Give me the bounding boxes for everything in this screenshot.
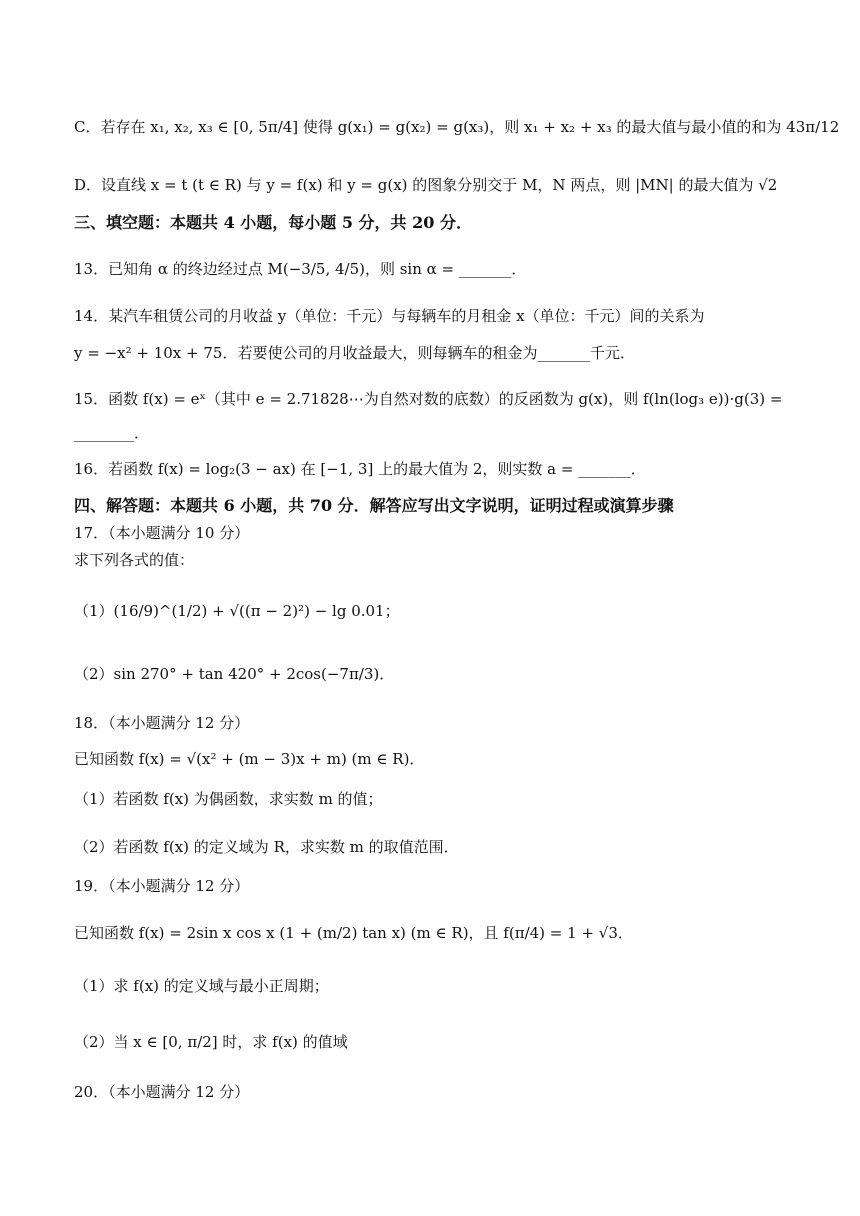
section-3-heading: 三、填空题：本题共 4 小题，每小题 5 分，共 20 分． — [74, 213, 472, 232]
section-4-heading: 四、解答题：本题共 6 小题，共 70 分．解答应写出文字说明，证明过程或演算步骤 — [74, 496, 674, 515]
question-13: 13．已知角 α 的终边经过点 M(−3/5, 4/5)，则 sin α = _______． — [74, 260, 527, 278]
line-option-c: C．若存在 x₁, x₂, x₃ ∈ [0, 5π/4] 使得 g(x₁) = g(x₂) = g(x₃)，则 x₁ + x₂ + x₃ 的最大值与最小值的和为 43π/12 — [74, 118, 840, 136]
question-19-stem: 已知函数 f(x) = 2sin x cos x (1 + (m/2) tan x) (m ∈ R)，且 f(π/4) = 1 + √3． — [74, 924, 633, 942]
question-17-part-2: （2）sin 270° + tan 420° + 2cos(−7π/3)． — [74, 665, 395, 683]
question-15-line-2: ________． — [74, 424, 150, 442]
question-15-line-1: 15．函数 f(x) = eˣ（其中 e = 2.71828⋯为自然对数的底数）的反函数为 g(x)，则 f(ln(log₃ e))·g(3) = — [74, 390, 783, 408]
question-14-line-2: y = −x² + 10x + 75．若要使公司的月收益最大，则每辆车的租金为_______千元． — [74, 344, 635, 362]
question-19-part-1: （1）求 f(x) 的定义域与最小正周期； — [74, 977, 329, 995]
question-17-part-1: （1）(16/9)^(1/2) + √((π − 2)²) − lg 0.01； — [74, 602, 400, 620]
question-18-header: 18．（本小题满分 12 分） — [74, 714, 250, 732]
question-20-header: 20．（本小题满分 12 分） — [74, 1083, 250, 1101]
question-14-line-1: 14．某汽车租赁公司的月收益 y（单位：千元）与每辆车的月租金 x（单位：千元）间的关系为 — [74, 307, 705, 325]
question-19-header: 19．（本小题满分 12 分） — [74, 877, 250, 895]
question-18-part-2: （2）若函数 f(x) 的定义域为 R，求实数 m 的取值范围． — [74, 838, 459, 856]
question-17-instruction: 求下列各式的值： — [74, 551, 195, 569]
line-option-d: D．设直线 x = t (t ∈ R) 与 y = f(x) 和 y = g(x) 的图象分别交于 M，N 两点，则 |MN| 的最大值为 √2 — [74, 176, 778, 194]
question-18-part-1: （1）若函数 f(x) 为偶函数，求实数 m 的值； — [74, 790, 383, 808]
question-19-part-2: （2）当 x ∈ [0, π/2] 时，求 f(x) 的值域 — [74, 1033, 348, 1051]
question-17-header: 17．（本小题满分 10 分） — [74, 524, 250, 542]
question-16: 16．若函数 f(x) = log₂(3 − ax) 在 [−1, 3] 上的最大值为 2，则实数 a = _______． — [74, 460, 646, 478]
question-18-stem: 已知函数 f(x) = √(x² + (m − 3)x + m) (m ∈ R)． — [74, 750, 425, 768]
